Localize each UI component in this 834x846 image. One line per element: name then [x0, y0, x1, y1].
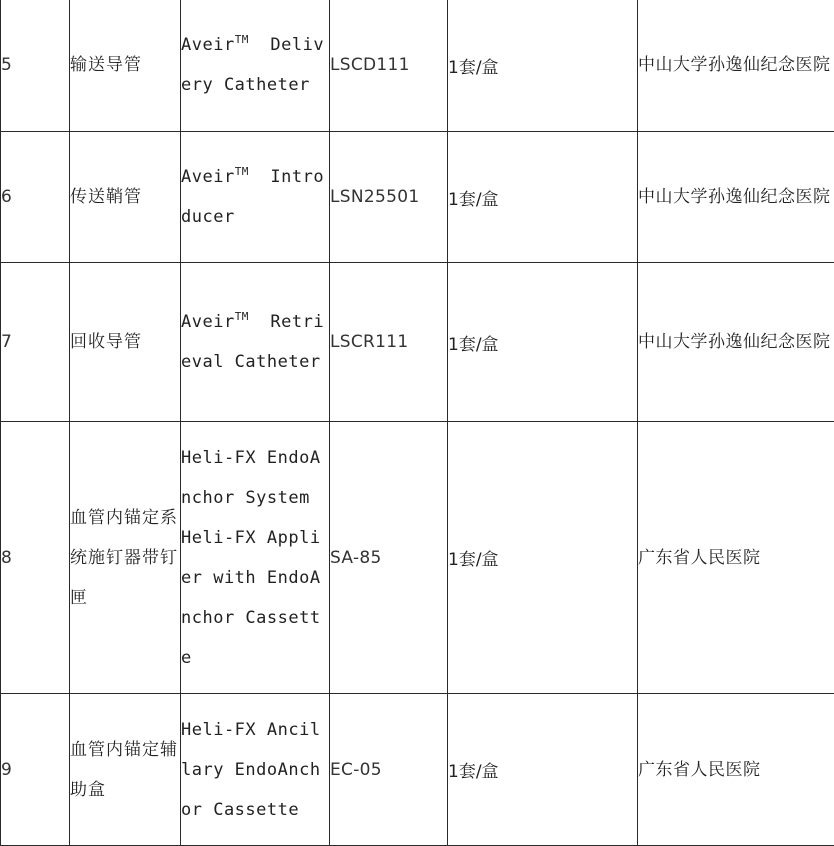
spec-brand: Aveir: [181, 167, 235, 187]
product-spec: [181, 132, 330, 263]
table-row: [1, 694, 834, 846]
row-number: 5: [1, 0, 70, 132]
trademark-mark: TM: [234, 33, 249, 46]
packing-unit: 1套/盒: [448, 694, 638, 846]
product-name: 输送导管: [70, 0, 181, 132]
hospital-name: 广东省人民医院: [638, 422, 834, 694]
model-number: LSN25501: [330, 132, 448, 263]
packing-unit: 1套/盒: [448, 0, 638, 132]
table-row: [1, 132, 834, 263]
spec-brand: Aveir: [181, 35, 235, 55]
product-spec: [181, 263, 330, 422]
model-number: LSCD111: [330, 0, 448, 132]
row-number: 8: [1, 422, 70, 694]
product-name: 血管内锚定辅助盒: [70, 694, 181, 846]
row-number: 7: [1, 263, 70, 422]
product-name: 传送鞘管: [70, 132, 181, 263]
model-number: SA-85: [330, 422, 448, 694]
hospital-name: 中山大学孙逸仙纪念医院: [638, 263, 834, 422]
trademark-mark: TM: [234, 165, 249, 178]
table-row: [1, 422, 834, 694]
spec-text: Retrieval Catheter: [181, 312, 325, 372]
product-name: 血管内锚定系统施钉器带钉匣: [70, 422, 181, 694]
spec-text: Delivery Catheter: [181, 35, 325, 95]
spec-brand: Aveir: [181, 312, 235, 332]
trademark-mark: TM: [234, 310, 249, 323]
product-spec: Heli-FX EndoAnchor System Heli-FX Applier with EndoAnchor Cassette: [181, 422, 330, 694]
row-number: 9: [1, 694, 70, 846]
row-number: 6: [1, 132, 70, 263]
hospital-name: 中山大学孙逸仙纪念医院: [638, 132, 834, 263]
hospital-name: 广东省人民医院: [638, 694, 834, 846]
table-row: [1, 0, 834, 132]
product-name: 回收导管: [70, 263, 181, 422]
packing-unit: 1套/盒: [448, 422, 638, 694]
packing-unit: 1套/盒: [448, 132, 638, 263]
spec-text: Introducer: [181, 167, 325, 227]
product-spec: [181, 0, 330, 132]
model-number: EC-05: [330, 694, 448, 846]
hospital-name: 中山大学孙逸仙纪念医院: [638, 0, 834, 132]
model-number: LSCR111: [330, 263, 448, 422]
table-row: [1, 263, 834, 422]
product-spec: Heli-FX Ancillary EndoAnchor Cassette: [181, 694, 330, 846]
packing-unit: 1套/盒: [448, 263, 638, 422]
